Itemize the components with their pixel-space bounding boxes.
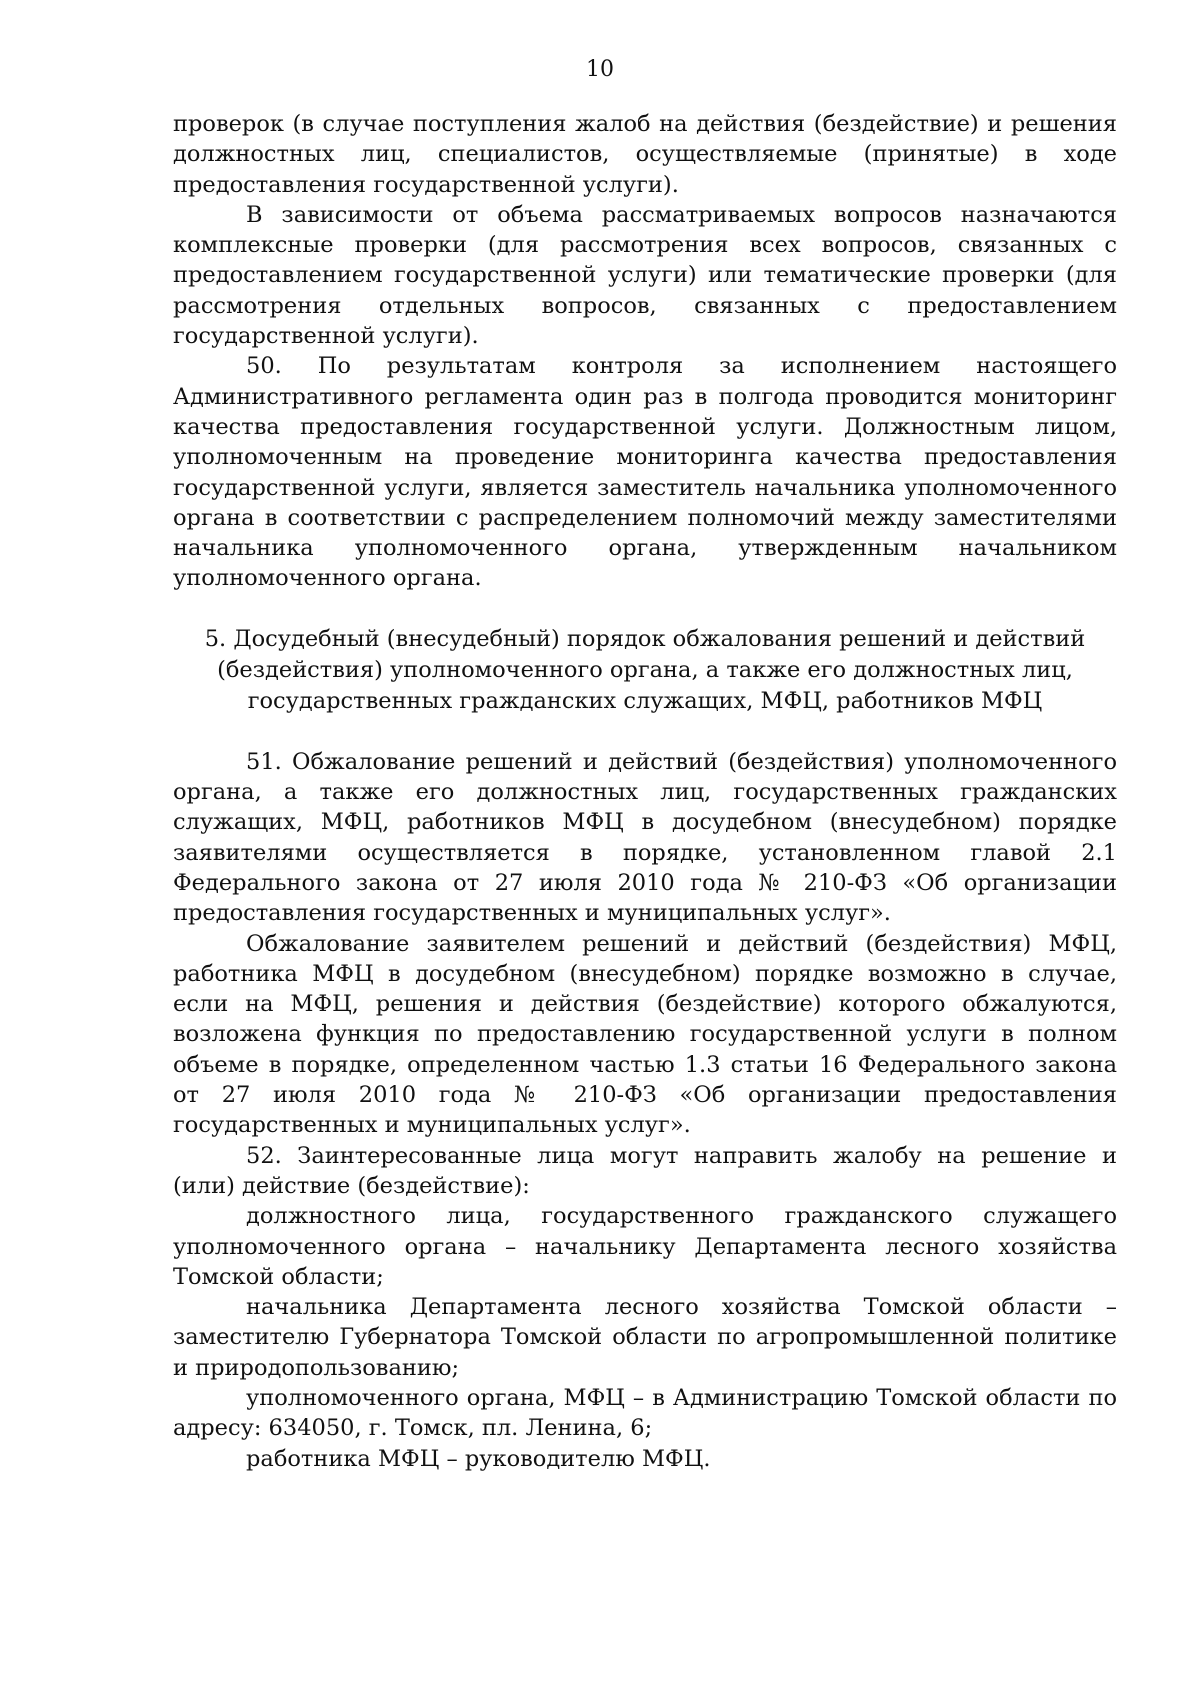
paragraph-intro: проверок (в случае поступления жалоб на действия (бездействие) и решения должностных лиц, специалистов, осуществляемые (принятые) в ходе предоставления государственной услуги). xyxy=(173,111,1117,198)
paragraph-52-item-official: должностного лица, государственного гражданского служащего уполномоченного органа – начальнику Департамента лесного хозяйства Томской области; xyxy=(173,1203,1117,1290)
section-heading-line-2: (бездействия) уполномоченного органа, а также его должностных лиц, xyxy=(217,656,1073,683)
paragraph-52-item-head: начальника Департамента лесного хозяйства Томской области – заместителю Губернатора Томской области по агропромышленной политике и природопользованию; xyxy=(173,1294,1117,1381)
paragraph-50-monitoring: 50. По результатам контроля за исполнением настоящего Административного регламента один раз в полгода проводится мониторинг качества предоставления государственной услуги. Должностным лицом, уполномоченным на проведение мониторинга качества предоставления государственной услуги, является заместитель начальника уполномоченного органа в соответствии с распределением полномочий между заместителями начальника уполномоченного органа, утвержденным начальником уполномоченного органа. xyxy=(173,353,1117,592)
paragraph-52-complaint: 52. Заинтересованные лица могут направить жалобу на решение и (или) действие (бездействие): xyxy=(173,1142,1117,1199)
paragraph-51-mfc-appeal: Обжалование заявителем решений и действий (бездействия) МФЦ, работника МФЦ в досудебном (внесудебном) порядке возможно в случае, если на МФЦ, решения и действия (бездействие) которого обжалуются, возложена функция по предоставлению государственной услуги в полном объеме в порядке, определенном частью 1.3 статьи 16 Федерального закона от 27 июля 2010 года № 210-ФЗ «Об организации предоставления государственных и муниципальных услуг». xyxy=(173,930,1117,1139)
paragraph-inspection-scope: В зависимости от объема рассматриваемых вопросов назначаются комплексные проверки (для рассмотрения всех вопросов, связанных с предоставлением государственной услуги) или тематические проверки (для рассмотрения отдельных вопросов, связанных с предоставлением государственной услуги). xyxy=(173,201,1117,350)
document-body xyxy=(173,109,1117,1474)
paragraph-52-item-authority: уполномоченного органа, МФЦ – в Администрацию Томской области по адресу: 634050, г. Томск, пл. Ленина, 6; xyxy=(173,1384,1117,1442)
section-heading-line-1: 5. Досудебный (внесудебный) порядок обжалования решений и действий xyxy=(204,625,1086,652)
paragraph-51-appeal: 51. Обжалование решений и действий (бездействия) уполномоченного органа, а также его должностных лиц, государственных гражданских служащих, МФЦ, работников МФЦ в досудебном (внесудебном) порядке заявителями осуществляется в порядке, установленном главой 2.1 Федерального закона от 27 июля 2010 года № 210-ФЗ «Об организации предоставления государственных и муниципальных услуг». xyxy=(173,748,1117,927)
section-heading-line-3: государственных гражданских служащих, МФЦ, работников МФЦ xyxy=(247,687,1043,714)
paragraph-52-item-worker: работника МФЦ – руководителю МФЦ. xyxy=(246,1445,711,1472)
page-number: 10 xyxy=(586,57,614,82)
section-heading-5 xyxy=(173,624,1117,717)
